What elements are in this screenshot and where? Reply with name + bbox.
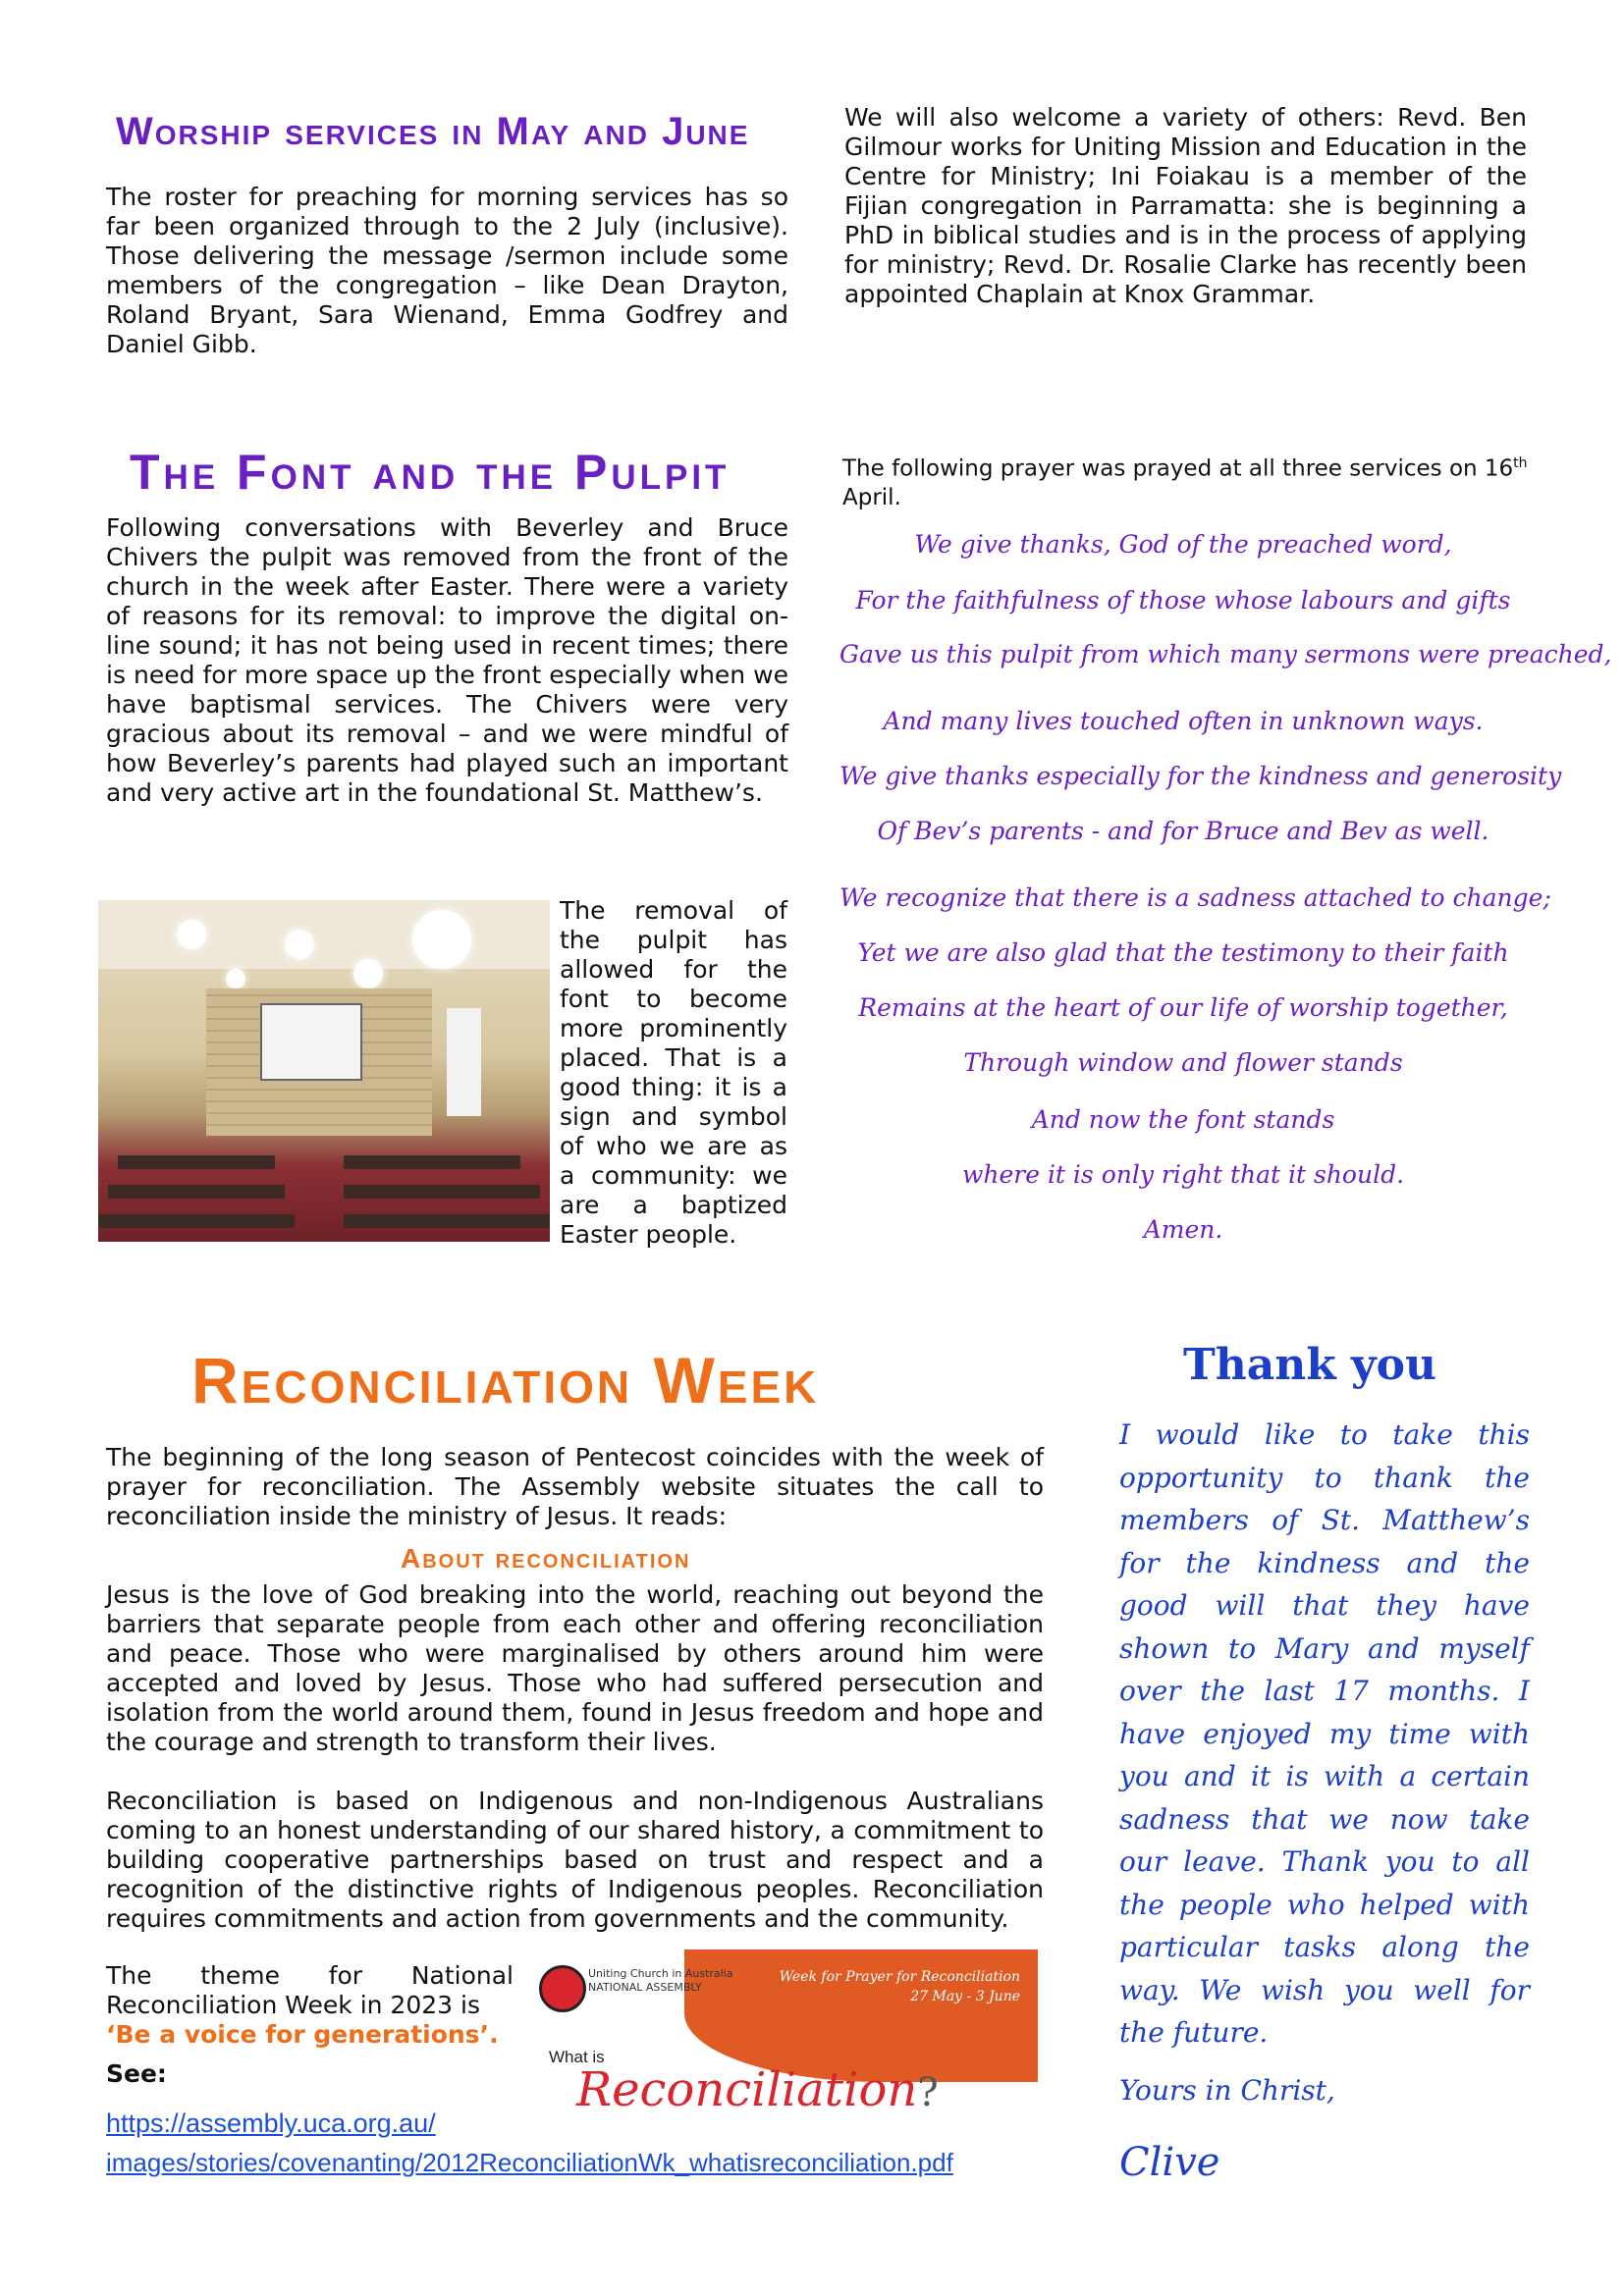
reconciliation-title: Reconciliation Week	[191, 1344, 820, 1416]
worship-text: The roster for preaching for morning services has so far been organized through to the 2 July (inclusive). Those delivering the message /sermon include some members of the congregation – like Dean Drayton, Roland Bryant, Sara Wienand, Emma Godfrey and Daniel Gibb.	[106, 183, 788, 358]
banner-org-line-2: NATIONAL ASSEMBLY	[588, 1981, 702, 1994]
church-interior-photo	[98, 900, 550, 1242]
banner-week: Week for Prayer for Reconciliation	[779, 1969, 1020, 1985]
about-reconciliation-heading: About reconciliation	[401, 1543, 691, 1574]
reconciliation-paragraph-2: Reconciliation is based on Indigenous and non-Indigenous Australians coming to an honest understanding of our shared history, a commitment to building cooperative partnerships based on trust and respect and a recognition of the distinctive rights of Indigenous peoples. Reconciliation requires commitments and action from governments and the community.	[106, 1787, 1044, 1933]
theme-text: The theme for National Reconciliation Week in 2023 is	[106, 1961, 514, 2019]
font-pulpit-text: Following conversations with Beverley and Bruce Chivers the pulpit was removed from the front of the church in the week after Easter. There were a variety of reasons for its removal: to improve the digital on-line sound; it has not being used in recent times; there is need for more space up the front especially when we have baptismal services. The Chivers were very gracious about its removal – and we were mindful of how Beverley’s parents had played such an important and very active art in the foundational St. Matthew’s.	[106, 513, 788, 807]
prayer-line: Gave us this pulpit from which many sermons were preached,	[839, 640, 1612, 668]
prayer-line: Of Bev’s parents - and for Bruce and Bev as well.	[877, 817, 1489, 845]
prayer-line: Through window and flower stands	[963, 1048, 1403, 1077]
thank-you-closing: Yours in Christ,	[1119, 2074, 1335, 2107]
prayer-line: And many lives touched often in unknown ways.	[883, 707, 1484, 735]
prayer-intro: The following prayer was prayed at all three services on 16th April.	[842, 455, 1528, 510]
see-label: See:	[106, 2059, 167, 2088]
theme-value: ‘Be a voice for generations’.	[106, 2020, 499, 2049]
uca-logo-icon	[539, 1965, 586, 2012]
prayer-line: We give thanks, God of the preached word,	[914, 530, 1452, 559]
banner-dates: 27 May - 3 June	[910, 1989, 1020, 2004]
thank-you-title: Thank you	[1183, 1340, 1436, 1390]
reconciliation-banner	[527, 1949, 1038, 2122]
reconciliation-link-line-2[interactable]: images/stories/covenanting/2012ReconciliationWk_whatisreconciliation.pdf	[106, 2148, 953, 2177]
worship-title: Worship services in May and June	[116, 110, 750, 153]
prayer-line: For the faithfulness of those whose labours and gifts	[855, 586, 1511, 614]
prayer-line: We give thanks especially for the kindness and generosity	[839, 762, 1562, 790]
worship-text-2: We will also welcome a variety of others: Revd. Ben Gilmour works for Uniting Mission and Education in the Centre for Ministry; Ini Foiakau is a member of the Fijian congregation in Parramatta: she is beginning a PhD in biblical studies and is in the process of applying for ministry; Revd. Dr. Rosalie Clarke has recently been appointed Chaplain at Knox Grammar.	[844, 103, 1527, 308]
prayer-line: Remains at the heart of our life of worship together,	[858, 993, 1508, 1022]
prayer-line: where it is only right that it should.	[961, 1160, 1405, 1189]
thank-you-text: I would like to take this opportunity to thank the members of St. Matthew’s for the kindness and the good will that they have shown to Mary and myself over the last 17 months. I have enjoyed my time with you and it is with a certain sadness that we now take our leave. Thank you to all the people who helped with particular tasks along the way. We wish you well for the future.	[1119, 1418, 1530, 2049]
prayer-line: Yet we are also glad that the testimony to their faith	[857, 938, 1509, 967]
banner-reconciliation-word: Reconciliation	[576, 2062, 918, 2117]
banner-question-mark: ?	[917, 2070, 939, 2115]
reconciliation-link-line-1[interactable]: https://assembly.uca.org.au/	[106, 2109, 436, 2138]
banner-org-line-1: Uniting Church in Australia	[588, 1967, 733, 1980]
thank-you-signature: Clive	[1119, 2140, 1220, 2185]
prayer-line: And now the font stands	[1031, 1105, 1335, 1134]
photo-caption: The removal of the pulpit has allowed for the font to become more prominently placed. That is a good thing: it is a sign and symbol of who we are as a community: we are a baptized Easter people.	[560, 896, 787, 1249]
font-pulpit-title: The Font and the Pulpit	[130, 445, 731, 500]
reconciliation-intro: The beginning of the long season of Pentecost coincides with the week of prayer for reconciliation. The Assembly website situates the call to reconciliation inside the ministry of Jesus. It reads:	[106, 1443, 1044, 1530]
prayer-line: We recognize that there is a sadness attached to change;	[839, 883, 1551, 912]
banner-what-is: What is	[549, 2048, 605, 2066]
prayer-line: Amen.	[1143, 1215, 1223, 1244]
reconciliation-paragraph-1: Jesus is the love of God breaking into the world, reaching out beyond the barriers that separate people from each other and offering reconciliation and peace. Those who were marginalised by others around him were accepted and loved by Jesus. Those who had suffered persecution and isolation from the world around them, found in Jesus freedom and hope and the courage and strength to transform their lives.	[106, 1580, 1044, 1756]
